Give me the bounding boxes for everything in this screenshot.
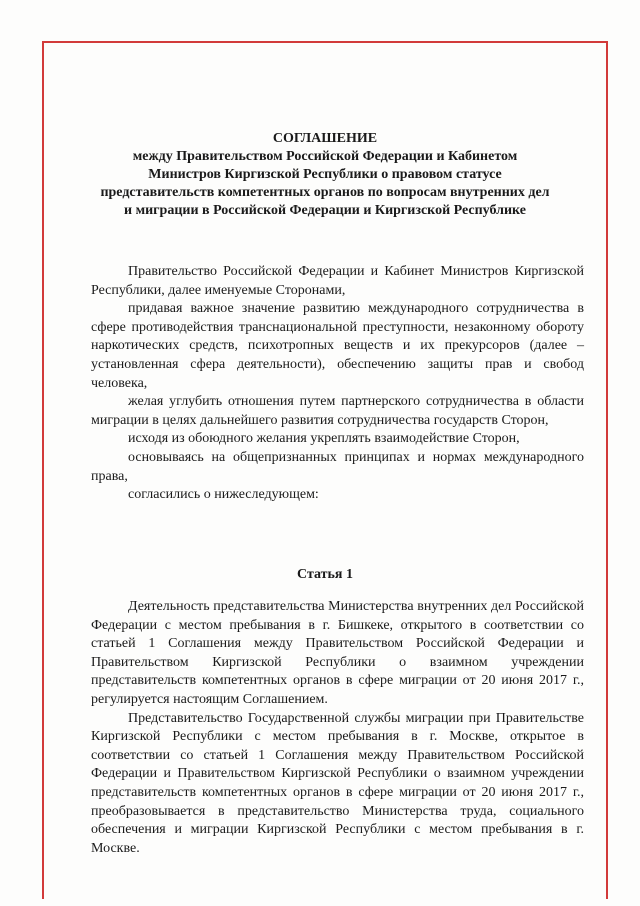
- article-body: [91, 598, 584, 858]
- preamble-paragraph: придавая важное значение развитию международного сотрудничества в сфере противодействия транснациональной преступности, незаконному обороту наркотических средств, психотропных веществ и их прекурсоров (далее – установленная сфера деятельности), обеспечению защиты прав и свобод человека,: [91, 301, 584, 391]
- title-line: Министров Киргизской Республики о правовом статусе: [148, 167, 502, 182]
- title-line: СОГЛАШЕНИЕ: [272, 131, 378, 146]
- preamble-paragraph: желая углубить отношения путем партнерского сотрудничества в области миграции в целях дальнейшего развития сотрудничества государств Сторон,: [91, 394, 584, 428]
- preamble-paragraph: исходя из обоюдного желания укреплять взаимодействие Сторон,: [128, 431, 520, 447]
- preamble-paragraph: согласились о нижеследующем:: [128, 487, 319, 503]
- title-line: представительств компетентных органов по вопросам внутренних дел: [100, 185, 550, 200]
- title-line: между Правительством Российской Федерации и Кабинетом: [132, 149, 518, 164]
- article-paragraph: Деятельность представительства Министерства внутренних дел Российской Федерации с местом пребывания в г. Бишкеке, открытого в соответствии со статьей 1 Соглашения между Правительством Российской Федерации и Правительством Киргизской Республики о взаимном учреждении представительств компетентных органов в сфере миграции от 20 июня 2017 г., регулируется настоящим Соглашением.: [91, 599, 584, 707]
- article-heading: Статья 1: [297, 567, 353, 582]
- article-paragraph: Представительство Государственной службы миграции при Правительстве Киргизской Республики с местом пребывания в г. Москве, открытое в соответствии со статьей 1 Соглашения между Правительством Российской Федерации и Правительством Киргизской Республики о взаимном учреждении представительств компетентных органов в сфере миграции от 20 июня 2017 г., преобразовывается в представительство Министерства труда, социального обеспечения и миграции Киргизской Республики с местом пребывания в г. Москве.: [91, 710, 584, 856]
- preamble-paragraph: основываясь на общепризнанных принципах и нормах международного права,: [91, 449, 584, 484]
- preamble-paragraph: Правительство Российской Федерации и Кабинет Министров Киргизской Республики, далее именуемые Сторонами,: [91, 264, 584, 298]
- preamble: [91, 263, 584, 505]
- title-line: и миграции в Российской Федерации и Киргизской Республике: [124, 203, 526, 218]
- document-title: [60, 130, 590, 220]
